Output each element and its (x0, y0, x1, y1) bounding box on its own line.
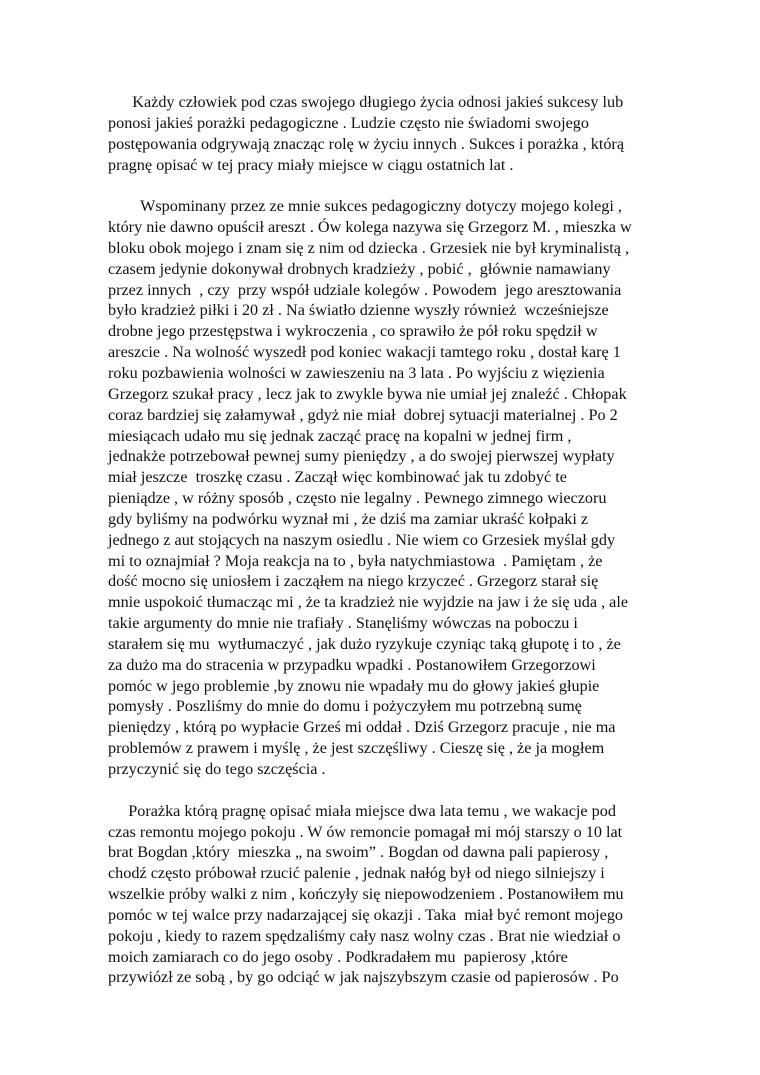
text-line: za dużo ma do stracenia w przypadku wpadki . Postanowiłem Grzegorzowi (108, 655, 596, 674)
text-line: czasem jedynie dokonywał drobnych kradzieży , pobić , głównie namawiany (108, 259, 611, 278)
text-line: mnie uspokoić tłumacząc mi , że ta kradzież nie wyjdzie na jaw i że się uda , ale (108, 593, 629, 612)
text-line: pieniędzy , którą po wypłacie Grześ mi oddał . Dziś Grzegorz pracuje , nie ma (108, 718, 616, 737)
text-line: który nie dawno opuścił areszt . Ów kolega nazywa się Grzegorz M. , mieszka w (108, 218, 632, 237)
document-body (108, 92, 668, 988)
text-line: mi to oznajmiał ? Moja reakcja na to , była natychmiastowa . Pamiętam , że (108, 551, 603, 570)
text-line: postępowania odgrywają znacząc rolę w życiu innych . Sukces i porażka , którą (108, 134, 625, 153)
text-line: pomóc w jego problemie ,by znowu nie wpadały mu do głowy jakieś głupie (108, 676, 600, 695)
paragraph-2 (108, 196, 668, 780)
text-line: Grzegorz szukał pracy , lecz jak to zwykle bywa nie umiał jej znaleźć . Chłopak (108, 384, 627, 403)
text-line: jednego z aut stojących na naszym osiedlu . Nie wiem co Grzesiek myślał gdy (108, 530, 616, 549)
paragraph-spacer (108, 175, 668, 196)
text-line: Każdy człowiek pod czas swojego długiego życia odnosi jakieś sukcesy lub (108, 93, 624, 111)
text-line: pokoju , kiedy to razem spędzaliśmy cały nasz wolny czas . Brat nie wiedział o (108, 926, 621, 945)
text-line: pieniądze , w różny sposób , często nie legalny . Pewnego zimnego wieczoru (108, 489, 607, 508)
text-line: wszelkie próby walki z nim , kończyły się niepowodzeniem . Postanowiłem mu (108, 885, 624, 904)
text-line: roku pozbawienia wolności w zawieszeniu na 3 lata . Po wyjściu z więzienia (108, 363, 605, 382)
text-line: moich zamiarach co do jego osoby . Podkradałem mu papierosy ,które (108, 947, 568, 966)
text-line: Porażka którą pragnę opisać miała miejsce dwa lata temu , we wakacje pod (108, 801, 616, 820)
paragraph-1 (108, 92, 668, 175)
text-line: przyczynić się do tego szczęścia . (108, 760, 326, 778)
text-line: brat Bogdan ,który mieszka „ na swoim” . Bogdan od dawna pali papierosy , (108, 843, 609, 862)
text-line: dość mocno się uniosłem i zacząłem na niego krzyczeć . Grzegorz starał się (108, 572, 599, 591)
text-line: areszcie . Na wolność wyszedł pod koniec wakacji tamtego roku , dostał karę 1 (108, 343, 621, 362)
text-line: drobne jego przestępstwa i wykroczenia , co sprawiło że pół roku spędził w (108, 322, 598, 341)
text-line: pomóc w tej walce przy nadarzającej się okazji . Taka miał być remont mojego (108, 905, 624, 924)
text-line: czas remontu mojego pokoju . W ów remoncie pomagał mi mój starszy o 10 lat (108, 822, 623, 841)
paragraph-3 (108, 801, 668, 989)
text-line: przywiózł ze sobą , by go odciąć w jak najszybszym czasie od papierosów . Po (108, 968, 619, 987)
text-line: miał jeszcze troszkę czasu . Zaczął więc kombinować jak tu zdobyć te (108, 468, 567, 487)
text-line: pomysły . Poszliśmy do mnie do domu i pożyczyłem mu potrzebną sumę (108, 697, 582, 716)
text-line: chodź często próbował rzucić palenie , jednak nałóg był od niego silniejszy i (108, 864, 605, 883)
text-line: bloku obok mojego i znam się z nim od dziecka . Grzesiek nie był kryminalistą , (108, 238, 630, 257)
text-line: coraz bardziej się załamywał , gdyż nie miał dobrej sytuacji materialnej . Po 2 (108, 405, 618, 424)
text-line: jednakże potrzebował pewnej sumy pieniędzy , a do swojej pierwszej wypłaty (108, 447, 615, 466)
text-line: było kradzież piłki i 20 zł . Na światło dzienne wyszły również wcześniejsze (108, 301, 609, 320)
text-line: Wspominany przez ze mnie sukces pedagogiczny dotyczy mojego kolegi , (108, 197, 622, 216)
paragraph-spacer (108, 780, 668, 801)
text-line: ponosi jakieś porażki pedagogiczne . Ludzie często nie świadomi swojego (108, 113, 589, 132)
text-line: starałem się mu wytłumaczyć , jak dużo ryzykuje czyniąc taką głupotę i to , że (108, 634, 621, 653)
text-line: problemów z prawem i myślę , że jest szczęśliwy . Cieszę się , że ja mogłem (108, 739, 605, 758)
text-line: pragnę opisać w tej pracy miały miejsce w ciągu ostatnich lat . (108, 155, 514, 174)
text-line: gdy byliśmy na podwórku wyznał mi , że dziś ma zamiar ukraść kołpaki z (108, 509, 589, 528)
text-line: takie argumenty do mnie nie trafiały . Stanęliśmy wówczas na poboczu i (108, 614, 578, 633)
text-line: przez innych , czy przy współ udziale kolegów . Powodem jego aresztowania (108, 280, 622, 299)
text-line: miesiącach udało mu się jednak zacząć pracę na kopalni w jednej firm , (108, 426, 572, 445)
